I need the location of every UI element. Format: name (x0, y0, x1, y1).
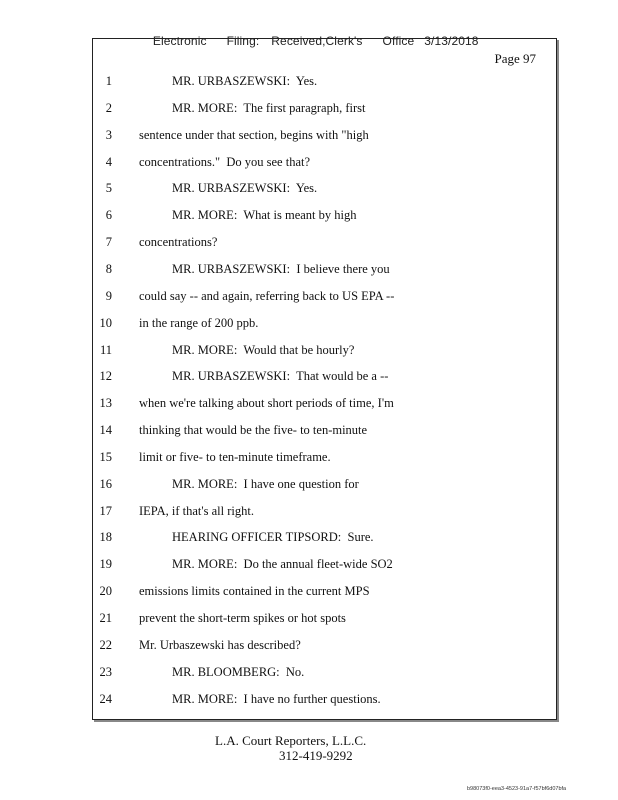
line-number: 14 (99, 423, 112, 438)
line-number: 16 (99, 476, 112, 491)
line-text: MR. URBASZEWSKI: I believe there you (172, 261, 390, 276)
line-text: concentrations? (139, 235, 218, 250)
line-number: 11 (99, 342, 112, 357)
line-number: 15 (99, 449, 112, 464)
line-text: sentence under that section, begins with "high (139, 127, 369, 142)
line-text: when we're talking about short periods of time, I'm (139, 396, 394, 411)
line-text: prevent the short-term spikes or hot spots (139, 611, 346, 625)
line-text: MR. MORE: The first paragraph, first (172, 100, 366, 115)
court-reporter-phone: 312-419-9292 (279, 748, 353, 763)
court-reporter-name: L.A. Court Reporters, L.L.C. (215, 733, 367, 748)
line-number: 12 (99, 369, 112, 384)
line-text: MR. URBASZEWSKI: That would be a -- (172, 369, 389, 384)
filing-received: Received,Clerk's (271, 34, 363, 48)
document-id: b98073f0-eea3-4523-91a7-f57bf6d07bfa (467, 786, 567, 792)
line-text: emissions limits contained in the current MPS (139, 584, 370, 599)
filing-office: Office (382, 34, 415, 48)
line-number: 9 (105, 288, 112, 303)
line-number: 4 (105, 154, 112, 169)
line-text: MR. MORE: What is meant by high (172, 208, 357, 223)
line-text: MR. MORE: I have one question for (172, 476, 359, 491)
line-text: could say -- and again, referring back to US EPA -- (139, 288, 395, 303)
transcript-page (92, 38, 557, 720)
line-text: in the range of 200 ppb. (139, 315, 259, 330)
line-number: 22 (99, 637, 112, 652)
line-text: thinking that would be the five- to ten-minute (139, 423, 368, 438)
page-number: Page 97 (494, 51, 536, 66)
line-number: 20 (99, 584, 112, 599)
line-number: 10 (99, 315, 112, 330)
filing-filing: Filing: (226, 34, 260, 48)
line-number: 6 (105, 208, 112, 223)
filing-date: 3/13/2018 (424, 34, 479, 48)
line-number: 5 (105, 181, 112, 196)
line-number: 13 (99, 396, 112, 411)
line-text: HEARING OFFICER TIPSORD: Sure. (172, 530, 374, 545)
line-text: limit or five- to ten-minute timeframe. (139, 449, 331, 464)
line-number: 1 (105, 74, 112, 88)
line-number: 18 (99, 530, 112, 545)
line-number: 21 (99, 611, 112, 625)
line-number: 3 (105, 127, 112, 142)
line-number: 24 (99, 691, 112, 706)
line-text: MR. MORE: Do the annual fleet-wide SO2 (172, 557, 393, 572)
line-text: MR. MORE: Would that be hourly? (172, 342, 355, 357)
line-number: 7 (105, 235, 112, 250)
filing-electronic: Electronic (152, 34, 207, 48)
line-text: Mr. Urbaszewski has described? (139, 637, 301, 652)
line-number: 2 (105, 100, 112, 115)
line-number: 17 (99, 503, 112, 518)
line-text: MR. URBASZEWSKI: Yes. (172, 181, 318, 196)
line-text: IEPA, if that's all right. (139, 503, 254, 518)
line-number: 19 (99, 557, 112, 572)
line-text: MR. MORE: I have no further questions. (172, 691, 381, 706)
line-text: MR. URBASZEWSKI: Yes. (172, 74, 318, 88)
line-text: MR. BLOOMBERG: No. (172, 664, 305, 679)
line-number: 23 (99, 664, 112, 679)
line-number: 8 (105, 261, 112, 276)
line-text: concentrations." Do you see that? (139, 154, 311, 169)
